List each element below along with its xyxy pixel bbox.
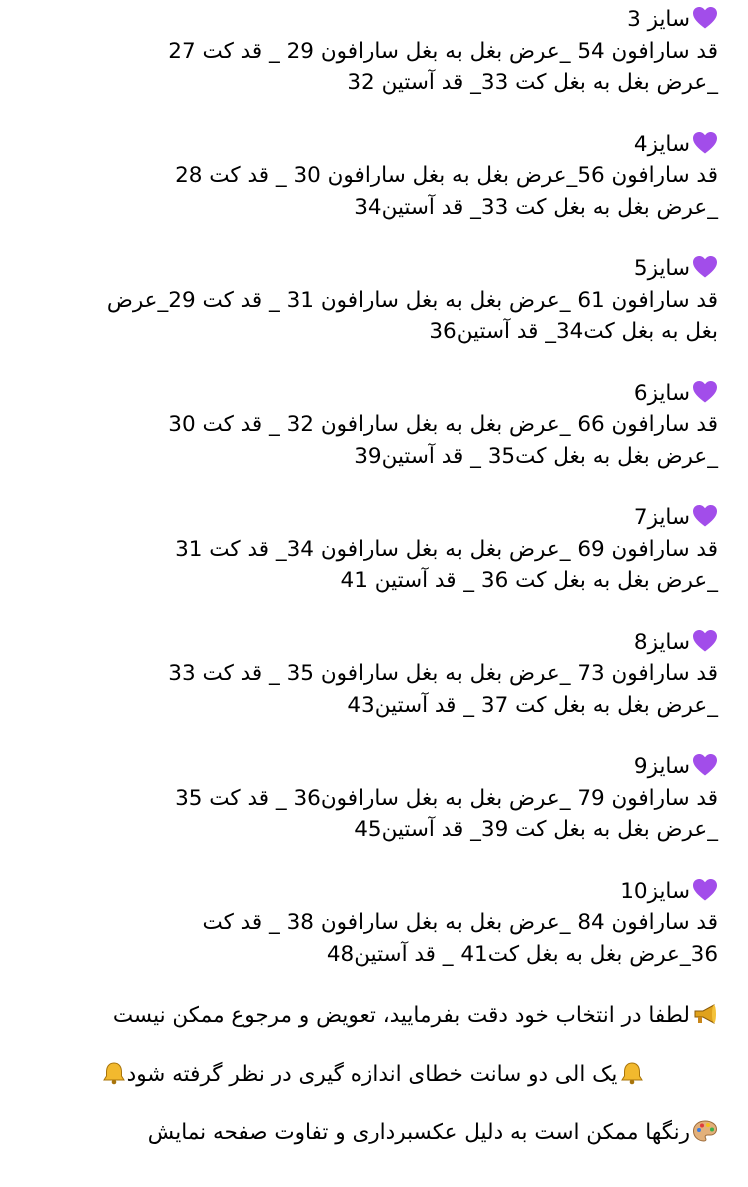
bell-icon [619,1061,645,1085]
purple-heart-icon [692,255,718,279]
care-note [26,1000,718,1032]
size-measurements-line: قد سارافون 84 _عرض بغل به بغل سارافون 38 _ قد کت [202,910,718,935]
size-block-8 [26,627,718,722]
size-measurements-line: _عرض بغل به بغل کت 33_ قد آستین34 [354,194,718,220]
size-title: سایز6 [26,378,718,410]
size-measurements-line: _عرض بغل به بغل کت 37 _ قد آستین43 [347,692,718,718]
purple-heart-icon [692,6,718,30]
size-block-6 [26,378,718,473]
size-measurements-line: قد سارافون 56_عرض بغل به بغل سارافون 30 _ قد کت 28 [175,163,718,188]
size-measurements-line: _عرض بغل به بغل کت 36 _ قد آستین 41 [340,568,718,593]
colors-note [26,1117,718,1149]
size-title: سایز10 [26,876,718,908]
size-block-5 [26,253,718,348]
size-title: سایز9 [26,751,718,783]
size-block-7 [26,502,718,597]
purple-heart-icon [692,131,718,155]
size-measurements-line: قد سارافون 54 _عرض بغل به بغل سارافون 29 _ قد کت 27 [168,38,718,64]
purple-heart-icon [692,380,718,404]
size-block-10 [26,876,718,971]
size-chart-message [26,4,718,1176]
size-measurements-line: بغل به بغل کت34_ قد آستین36 [429,319,718,344]
bell-icon [101,1061,127,1085]
size-block-9 [26,751,718,846]
tolerance-note [26,1059,718,1091]
purple-heart-icon [692,629,718,653]
size-block-3 [26,4,718,99]
palette-icon [692,1119,718,1143]
size-measurements-line: 36_عرض بغل به بغل کت41 _ قد آستین48 [326,941,718,967]
colors-note-text: رنگها ممکن است به دلیل عکسبرداری و تفاوت صفحه نمایش [147,1120,690,1145]
tolerance-note-text: یک الی دو سانت خطای اندازه گیری در نظر گرفته شود [126,1061,618,1087]
care-note-text: لطفا در انتخاب خود دقت بفرمایید، تعویض و مرجوع ممکن نیست [112,1003,690,1028]
size-title: سایز5 [26,253,718,285]
size-title: سایز4 [26,129,718,161]
size-measurements-line: قد سارافون 69 _عرض بغل به بغل سارافون 34_ قد کت 31 [175,536,718,562]
megaphone-icon [692,1002,718,1026]
size-measurements-line: قد سارافون 79 _عرض بغل به بغل سارافون36 _ قد کت 35 [175,785,718,811]
size-measurements-line: قد سارافون 73 _عرض بغل به بغل سارافون 35 _ قد کت 33 [168,661,718,686]
size-title: سایز8 [26,627,718,659]
purple-heart-icon [692,753,718,777]
purple-heart-icon [692,504,718,528]
size-measurements-line: _عرض بغل به بغل کت 33_ قد آستین 32 [347,70,718,95]
size-measurements-line: قد سارافون 66 _عرض بغل به بغل سارافون 32 _ قد کت 30 [168,412,718,437]
size-title: سایز7 [26,502,718,534]
size-measurements-line: قد سارافون 61 _عرض بغل به بغل سارافون 31 _ قد کت 29_عرض [106,287,718,313]
size-block-4 [26,129,718,224]
size-measurements-line: _عرض بغل به بغل کت35 _ قد آستین39 [354,443,718,469]
purple-heart-icon [692,878,718,902]
size-measurements-line: _عرض بغل به بغل کت 39_ قد آستین45 [354,817,718,842]
size-title: سایز 3 [26,4,718,36]
